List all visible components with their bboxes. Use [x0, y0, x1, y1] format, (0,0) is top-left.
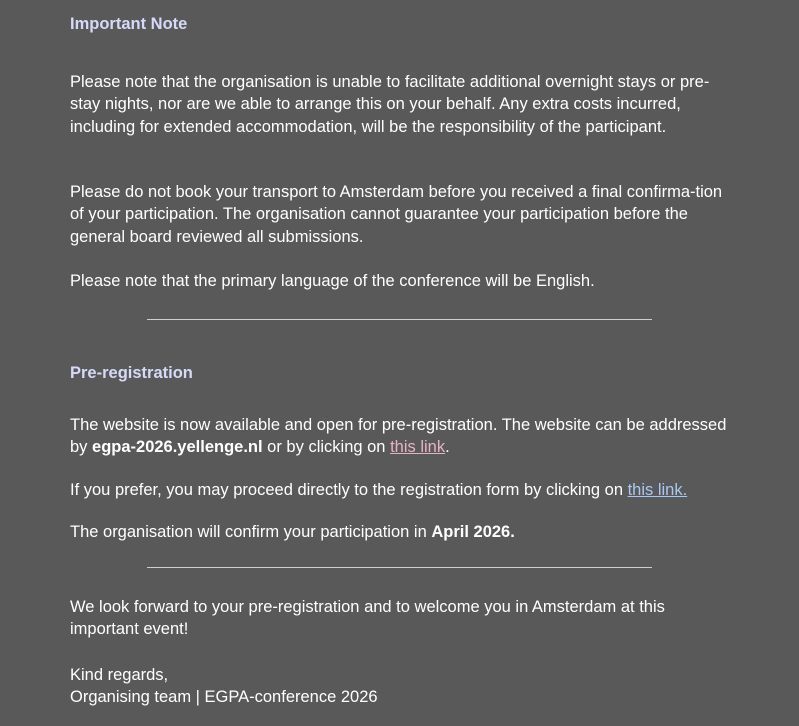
pre-registration-heading: Pre-registration — [70, 364, 193, 382]
important-note-paragraph-1: Please note that the organisation is unable to facilitate additional overnight stays or pre-stay nights, nor are we able to arrange this on your behalf. Any extra costs incurred, including for extended accommodation, will be the responsibility of the participant. — [70, 73, 710, 136]
pre-registration-text-end: . — [445, 438, 450, 457]
registration-form-link[interactable]: this link. — [627, 481, 688, 499]
pre-registration-text: The website is now available and open for pre-registration. The website can be addressed by — [70, 416, 727, 457]
section-divider-2 — [147, 567, 652, 568]
important-note-section — [70, 13, 735, 35]
website-link[interactable]: this link — [390, 438, 446, 457]
important-note-heading: Important Note — [70, 15, 188, 33]
kind-regards: Kind regards, — [70, 666, 169, 684]
pre-registration-paragraph-2 — [70, 479, 735, 501]
signature: Organising team | EGPA-conference 2026 — [70, 688, 378, 706]
pre-registration-text-middle: or by clicking on — [262, 438, 391, 457]
important-note-paragraph-2: Please do not book your transport to Amsterdam before you received a final confirma-tion of your participation. The organisation cannot guarantee your participation before the general board reviewed all submissions. — [70, 183, 723, 246]
registration-form-text: If you prefer, you may proceed directly to the registration form by clicking on — [70, 481, 628, 499]
section-divider-1 — [147, 319, 652, 320]
confirmation-date: April 2026. — [431, 523, 515, 541]
pre-registration-paragraph-1 — [70, 414, 735, 459]
website-address: egpa-2026.yellenge.nl — [92, 438, 263, 457]
pre-registration-section — [70, 362, 735, 384]
confirmation-text: The organisation will confirm your participation in — [70, 523, 432, 541]
closing-paragraph: We look forward to your pre-registration and to welcome you in Amsterdam at this important event! — [70, 598, 665, 639]
important-note-paragraph-3: Please note that the primary language of the conference will be English. — [70, 272, 595, 290]
pre-registration-paragraph-3 — [70, 521, 735, 543]
